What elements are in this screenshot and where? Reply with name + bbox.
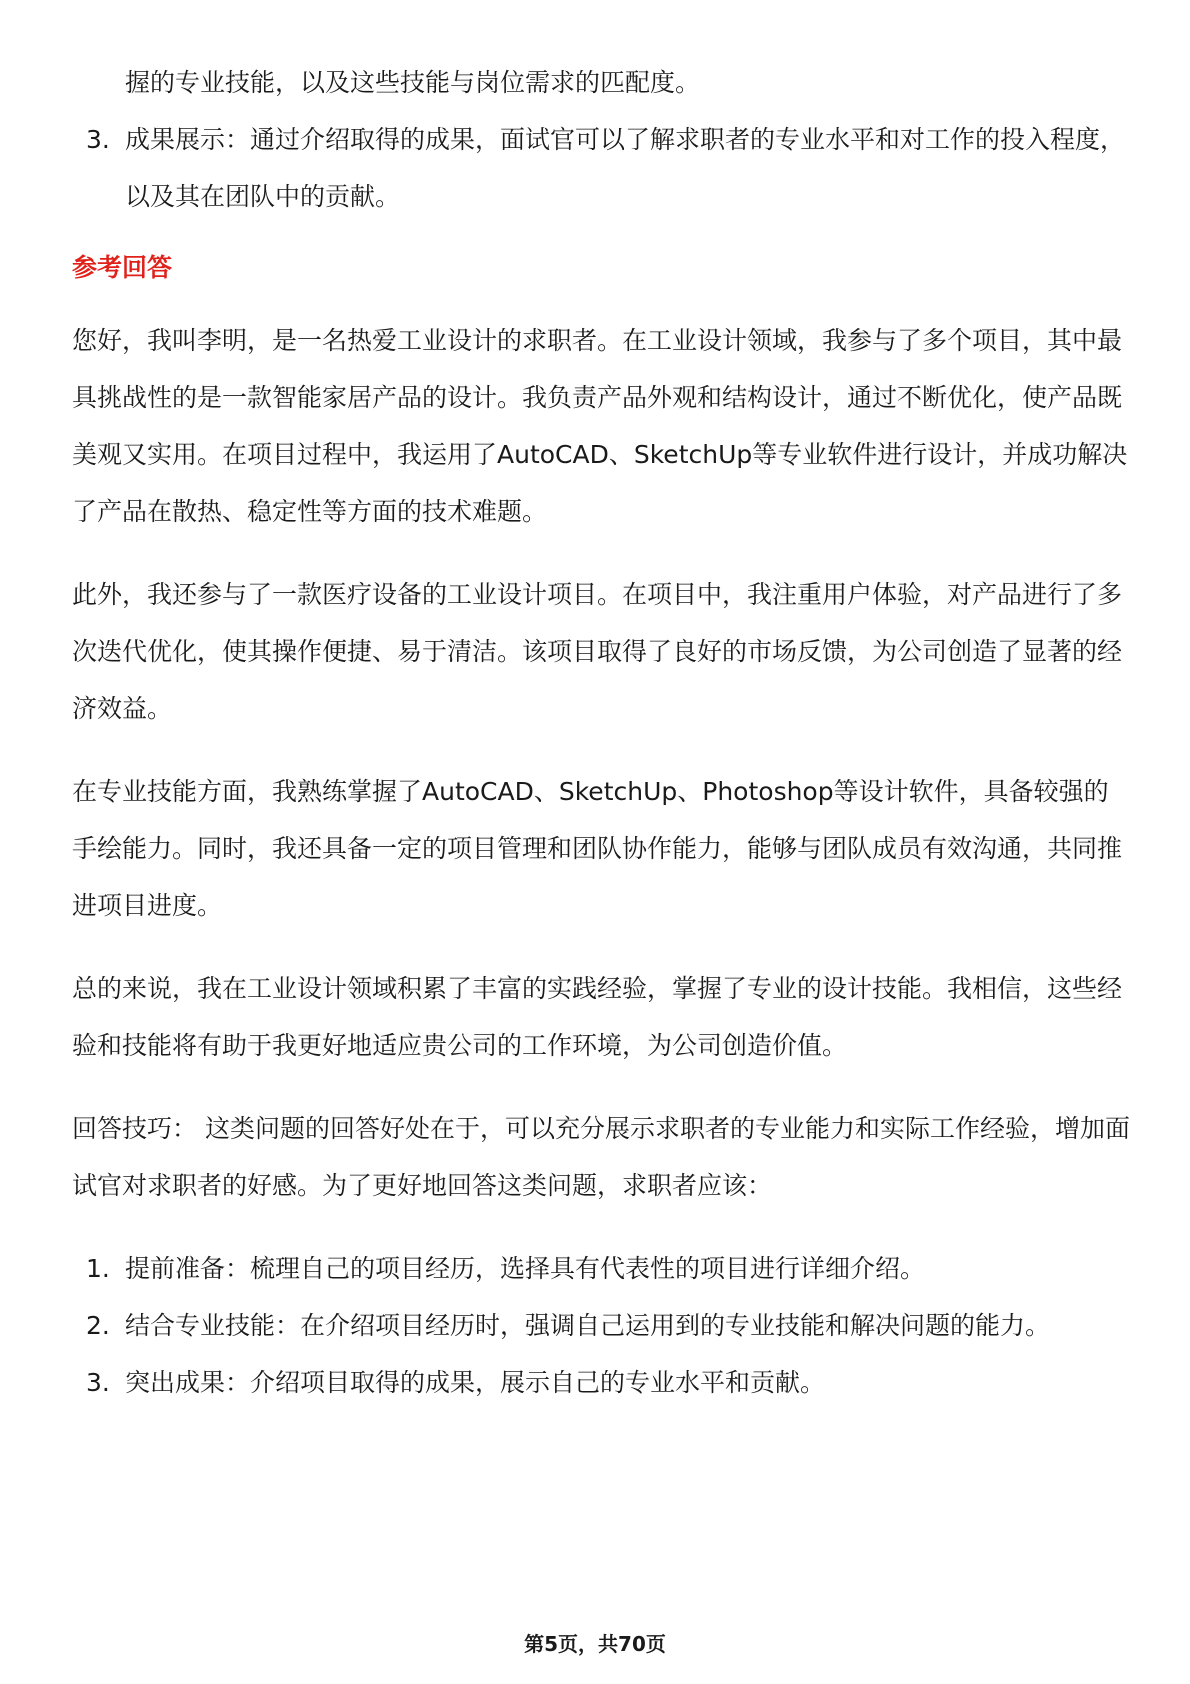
list-number: 3.: [86, 125, 110, 154]
section-heading: 参考回答: [72, 253, 173, 282]
page-content: [72, 54, 1132, 1411]
list-item: [72, 111, 1132, 225]
list-number: 1.: [86, 1254, 110, 1283]
paragraph-1: 您好，我叫李明，是一名热爱工业设计的求职者。在工业设计领域，我参与了多个项目，其中最具挑战性的是一款智能家居产品的设计。我负责产品外观和结构设计，通过不断优化，使产品既美观又实用。在项目过程中，我运用了AutoCAD、SketchUp等专业软件进行设计，并成功解决了产品在散热、稳定性等方面的技术难题。: [72, 326, 1128, 526]
tips-list: [72, 1240, 1132, 1411]
list-item-text: 成果展示：通过介绍取得的成果，面试官可以了解求职者的专业水平和对工作的投入程度，以及其在团队中的贡献。: [125, 125, 1126, 211]
list-item-text: 突出成果：介绍项目取得的成果，展示自己的专业水平和贡献。: [125, 1368, 826, 1397]
list-number: 3.: [86, 1368, 110, 1397]
list-item-text: 结合专业技能：在介绍项目经历时，强调自己运用到的专业技能和解决问题的能力。: [125, 1311, 1051, 1340]
list-continuation: 握的专业技能，以及这些技能与岗位需求的匹配度。: [125, 68, 701, 97]
paragraph-2: 此外，我还参与了一款医疗设备的工业设计项目。在项目中，我注重用户体验，对产品进行了多次迭代优化，使其操作便捷、易于清洁。该项目取得了良好的市场反馈，为公司创造了显著的经济效益。: [72, 580, 1123, 723]
intro-list: [72, 111, 1132, 225]
paragraph-3: 在专业技能方面，我熟练掌握了AutoCAD、SketchUp、Photoshop等设计软件，具备较强的手绘能力。同时，我还具备一定的项目管理和团队协作能力，能够与团队成员有效沟通，共同推进项目进度。: [72, 777, 1123, 920]
answer-tips-intro: 回答技巧： 这类问题的回答好处在于，可以充分展示求职者的专业能力和实际工作经验，增加面试官对求职者的好感。为了更好地回答这类问题，求职者应该：: [72, 1114, 1130, 1200]
list-item: [72, 1240, 1132, 1297]
list-number: 2.: [86, 1311, 110, 1340]
page-number-footer: 第5页，共70页: [524, 1632, 666, 1656]
list-item: [72, 1297, 1132, 1354]
paragraph-4: 总的来说，我在工业设计领域积累了丰富的实践经验，掌握了专业的设计技能。我相信，这些经验和技能将有助于我更好地适应贵公司的工作环境，为公司创造价值。: [72, 974, 1123, 1060]
list-item: [72, 1354, 1132, 1411]
list-item-text: 提前准备：梳理自己的项目经历，选择具有代表性的项目进行详细介绍。: [125, 1254, 926, 1283]
